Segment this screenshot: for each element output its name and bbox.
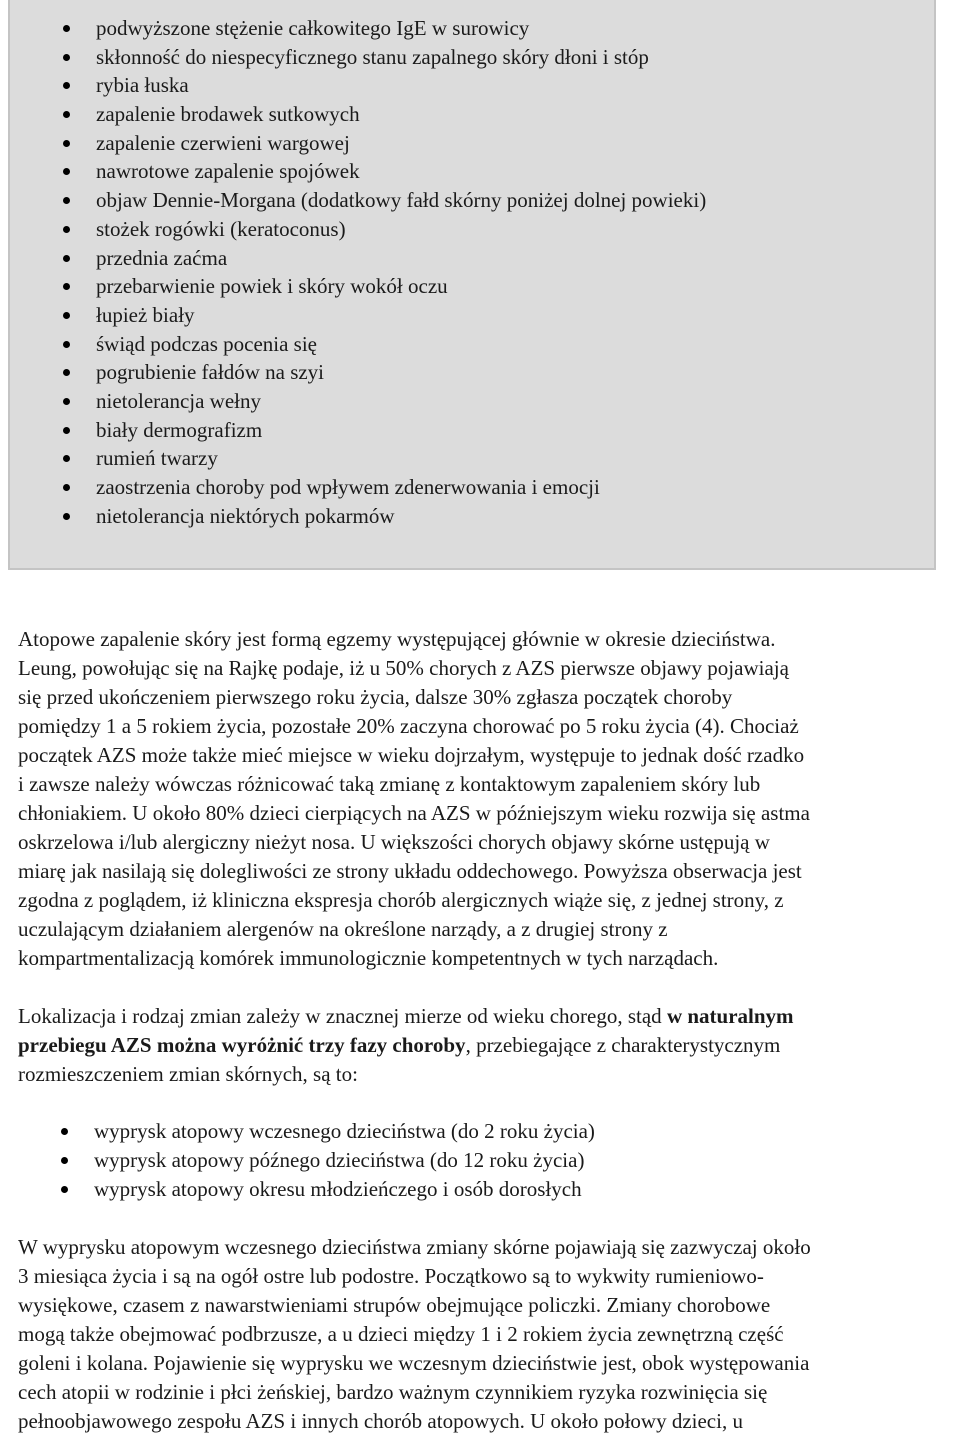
- criteria-box: [8, 0, 936, 570]
- text-normal: Lokalizacja i rodzaj zmian zależy w znacznej mierze od wieku chorego, stąd: [18, 1004, 667, 1028]
- text-bold: w naturalnym: [666, 1004, 794, 1028]
- list-item: [10, 71, 934, 100]
- text-line: Atopowe zapalenie skóry jest formą egzemy występującej głównie w okresie dzieciństwa.: [18, 627, 776, 651]
- text-line: 3 miesiąca życia i są na ogół ostre lub podostre. Początkowo są to wykwity rumieniowo-: [18, 1264, 764, 1288]
- text-line: początek AZS może także mieć miejsce w wieku dojrzałym, występuje to jednak dość rzadko: [18, 743, 805, 767]
- bullet-icon: [63, 513, 70, 520]
- bullet-icon: [63, 283, 70, 290]
- bullet-icon: [61, 1186, 68, 1193]
- text-line: i zawsze należy wówczas różnicować taką zmianę z kontaktowym zapaleniem skóry lub: [18, 772, 761, 796]
- bullet-icon: [63, 140, 70, 147]
- bullet-icon: [63, 341, 70, 348]
- list-item: [8, 1117, 948, 1146]
- text-line: [18, 1002, 958, 1031]
- bullet-icon: [63, 25, 70, 32]
- list-item-text: nietolerancja wełny: [96, 388, 262, 413]
- list-item: [10, 502, 934, 531]
- text-bold: przebiegu AZS można wyróżnić trzy fazy choroby: [18, 1033, 466, 1057]
- list-item-text: zapalenie czerwieni wargowej: [96, 130, 350, 155]
- bullet-icon: [63, 312, 70, 319]
- text-line: pomiędzy 1 a 5 rokiem życia, pozostałe 20% zaczyna chorować po 5 roku życia (4). Chociaż: [18, 714, 799, 738]
- bullet-icon: [63, 398, 70, 405]
- criteria-list: [10, 14, 934, 530]
- text-line: się przed ukończeniem pierwszego roku życia, dalsze 30% zgłasza początek choroby: [18, 685, 733, 709]
- list-item-text: stożek rogówki (keratoconus): [96, 216, 346, 241]
- paragraph-onset: [18, 625, 958, 973]
- list-item-text: objaw Dennie-Morgana (dodatkowy fałd skórny poniżej dolnej powieki): [96, 188, 707, 213]
- list-item-text: wyprysk atopowy okresu młodzieńczego i osób dorosłych: [94, 1177, 582, 1201]
- text-line: kompartmentalizacją komórek immunologicznie kompetentnych w tych narządach.: [18, 946, 719, 970]
- list-item-text: wyprysk atopowy późnego dzieciństwa (do 12 roku życia): [94, 1148, 585, 1172]
- list-item: [10, 43, 934, 72]
- list-item: [10, 244, 934, 273]
- list-item: [10, 14, 934, 43]
- list-item: [10, 301, 934, 330]
- list-item: [10, 272, 934, 301]
- list-item-text: rybia łuska: [96, 73, 189, 98]
- list-item-text: nawrotowe zapalenie spojówek: [96, 159, 360, 184]
- list-item: [10, 387, 934, 416]
- bullet-icon: [63, 168, 70, 175]
- text-line: goleni i kolana. Pojawienie się wyprysku we wczesnym dzieciństwie jest, obok występowania: [18, 1351, 810, 1375]
- text-line: pełnoobjawowego zespołu AZS i innych chorób atopowych. U około połowy dzieci, u: [18, 1409, 743, 1433]
- text-line: uczulającym działaniem alergenów na określone narządy, a z drugiej strony z: [18, 917, 668, 941]
- paragraph-phases-intro: [18, 1002, 958, 1089]
- bullet-icon: [63, 197, 70, 204]
- list-item: [10, 100, 934, 129]
- list-item-text: świąd podczas pocenia się: [96, 331, 318, 356]
- list-item-text: nietolerancja niektórych pokarmów: [96, 503, 395, 528]
- list-item-text: biały dermografizm: [96, 417, 263, 442]
- list-item-text: zapalenie brodawek sutkowych: [96, 102, 360, 127]
- bullet-icon: [61, 1128, 68, 1135]
- bullet-icon: [63, 427, 70, 434]
- bullet-icon: [63, 226, 70, 233]
- bullet-icon: [63, 484, 70, 491]
- text-line: wysiękowe, czasem z nawarstwieniami strupów obejmujące policzki. Zmiany chorobowe: [18, 1293, 771, 1317]
- bullet-icon: [63, 82, 70, 89]
- phase-list: [8, 1117, 948, 1204]
- list-item: [10, 358, 934, 387]
- list-item-text: podwyższone stężenie całkowitego IgE w surowicy: [96, 16, 530, 40]
- list-item-text: wyprysk atopowy wczesnego dzieciństwa (do 2 roku życia): [94, 1119, 595, 1143]
- text-normal: , przebiegające z charakterystycznym: [465, 1033, 781, 1057]
- list-item: [10, 129, 934, 158]
- list-item: [8, 1175, 948, 1204]
- list-item-text: rumień twarzy: [96, 446, 218, 471]
- list-item: [10, 330, 934, 359]
- bullet-icon: [63, 54, 70, 61]
- list-item: [10, 416, 934, 445]
- bullet-icon: [63, 255, 70, 262]
- list-item-text: przednia zaćma: [96, 245, 228, 270]
- text-line: cech atopii w rodzinie i płci żeńskiej, bardzo ważnym czynnikiem ryzyka rozwinięcia się: [18, 1380, 768, 1404]
- text-line: oskrzelowa i/lub alergiczny nieżyt nosa. U większości chorych objawy skórne ustępują w: [18, 830, 770, 854]
- text-line: mogą także obejmować podbrzusze, a u dzieci między 1 i 2 rokiem życia zewnętrzną część: [18, 1322, 784, 1346]
- bullet-icon: [61, 1157, 68, 1164]
- list-item-text: zaostrzenia choroby pod wpływem zdenerwowania i emocji: [96, 475, 600, 499]
- text-line: miarę jak nasilają się dolegliwości ze strony układu oddechowego. Powyższa obserwacja jest: [18, 859, 802, 883]
- list-item: [8, 1146, 948, 1175]
- list-item: [10, 186, 934, 215]
- text-line: W wyprysku atopowym wczesnego dzieciństwa zmiany skórne pojawiają się zazwyczaj około: [18, 1235, 811, 1259]
- list-item-text: skłonność do niespecyficznego stanu zapalnego skóry dłoni i stóp: [96, 44, 649, 69]
- bullet-icon: [63, 111, 70, 118]
- list-item-text: pogrubienie fałdów na szyi: [96, 360, 325, 385]
- paragraph-early-childhood: [18, 1233, 958, 1436]
- text-line: chłoniakiem. U około 80% dzieci cierpiących na AZS w późniejszym wieku rozwija się astma: [18, 801, 810, 825]
- bullet-icon: [63, 455, 70, 462]
- list-item: [10, 444, 934, 473]
- list-item-text: przebarwienie powiek i skóry wokół oczu: [96, 274, 448, 299]
- list-item-text: łupież biały: [96, 302, 195, 327]
- text-line: rozmieszczeniem zmian skórnych, są to:: [18, 1062, 358, 1086]
- text-line: [18, 1031, 958, 1060]
- list-item: [10, 215, 934, 244]
- list-item: [10, 473, 934, 502]
- bullet-icon: [63, 369, 70, 376]
- text-line: Leung, powołując się na Rajkę podaje, iż u 50% chorych z AZS pierwsze objawy pojawiają: [18, 656, 789, 680]
- text-line: zgodna z poglądem, iż kliniczna ekspresja chorób alergicznych wiąże się, z jednej strony, z: [18, 888, 784, 912]
- list-item: [10, 157, 934, 186]
